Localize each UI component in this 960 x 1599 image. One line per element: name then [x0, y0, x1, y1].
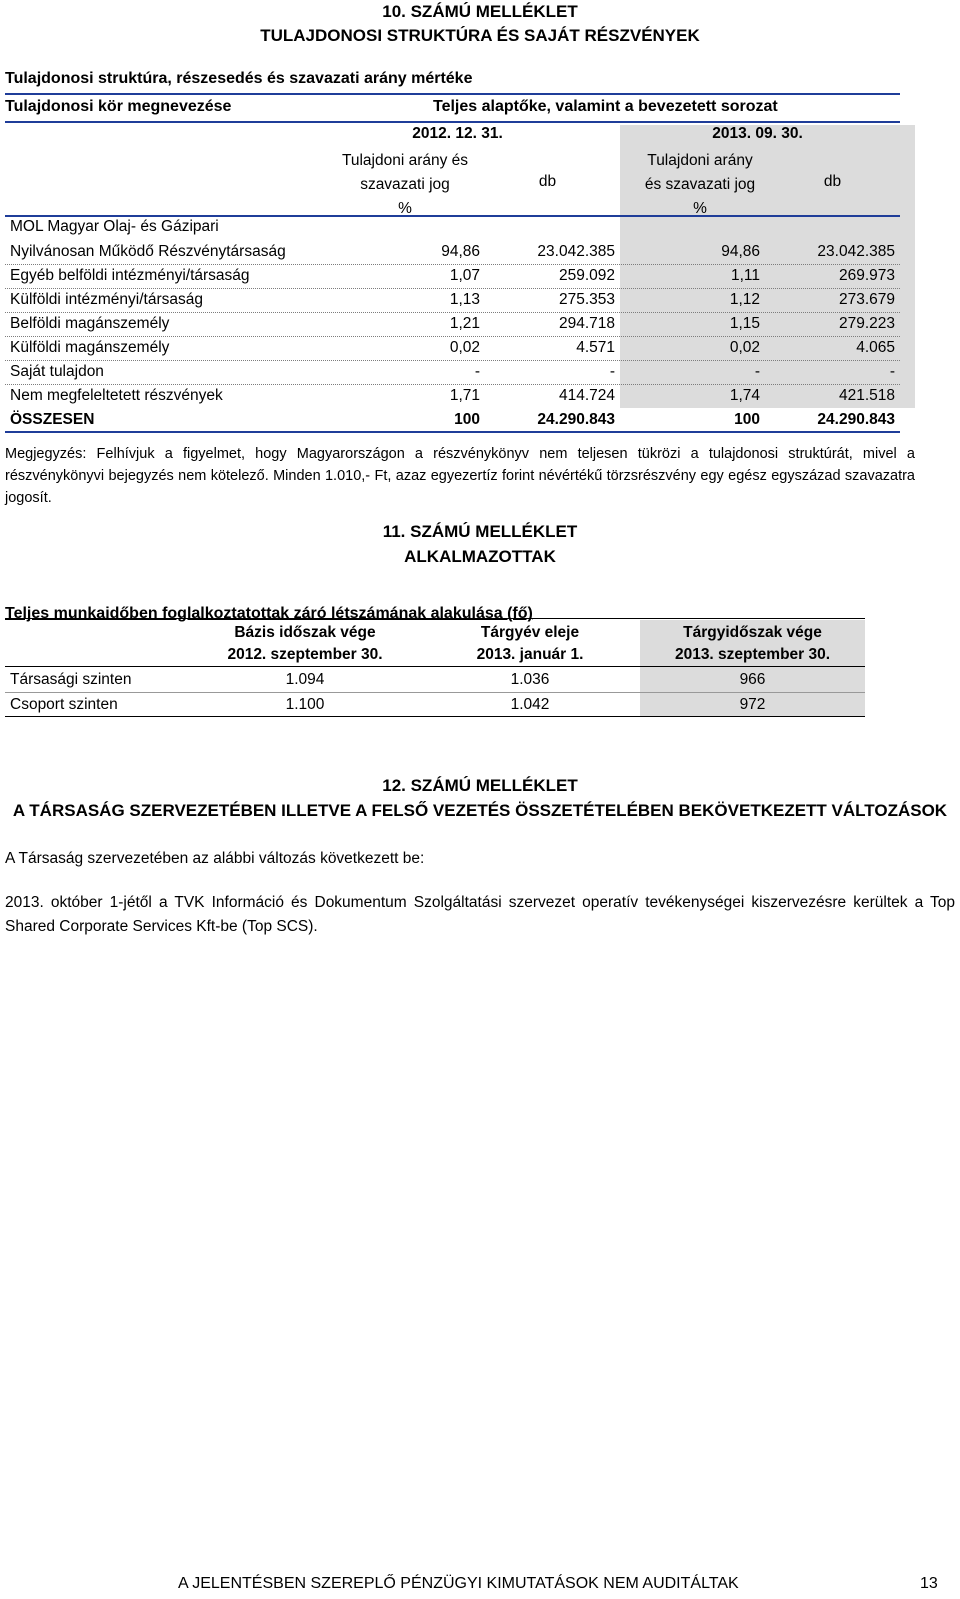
row-divider: [5, 312, 900, 313]
ownership-cell-p1: 1,07: [449, 267, 480, 284]
ownership-table-caption: Tulajdonosi struktúra, részesedés és szavazati arány mértéke: [5, 70, 473, 87]
annex11-title: ALKALMAZOTTAK: [404, 547, 556, 566]
ownership-cell-name: Külföldi magánszemély: [10, 339, 170, 356]
ownership-cell-p2: -: [754, 363, 760, 380]
total-p1: 100: [454, 411, 480, 428]
ownership-cell-d1: 4.571: [576, 339, 615, 356]
emp-col1-l1: Bázis időszak vége: [234, 624, 376, 641]
ownership-total-row: [5, 408, 915, 432]
employee-cell-name: Csoport szinten: [10, 696, 118, 713]
annex12-intro: A Társaság szervezetében az alábbi változás következett be:: [5, 850, 425, 867]
employee-cell-v2: 1.042: [510, 696, 550, 713]
annex12-number: 12. SZÁMÚ MELLÉKLET: [382, 776, 578, 795]
col-db-2012: db: [538, 173, 557, 190]
ownership-row: [5, 264, 915, 288]
ownership-cell-p1: -: [474, 363, 480, 380]
mol-line1: MOL Magyar Olaj- és Gázipari: [10, 218, 219, 235]
col-db-2013: db: [823, 173, 842, 190]
ownership-cell-d2: -: [889, 363, 895, 380]
col-pct-2012-l3: %: [398, 200, 412, 217]
ownership-cell-d2: 23.042.385: [817, 243, 895, 260]
employees-caption: Teljes munkaidőben foglalkoztatottak záró létszámának alakulása (fő): [5, 605, 533, 622]
emp-col2-head: [455, 622, 605, 666]
col-pct-2012: [325, 149, 485, 221]
ownership-cell-name: Belföldi magánszemély: [10, 315, 170, 332]
ownership-cell-d2: 273.679: [838, 291, 895, 308]
row-divider: [5, 264, 900, 265]
ownership-cell-d2: 421.518: [838, 387, 895, 404]
ownership-cell-d1: 23.042.385: [537, 243, 615, 260]
ownership-cell-d2: 279.223: [838, 315, 895, 332]
ownership-cell-d2: 4.065: [856, 339, 895, 356]
ownership-cell-p2: 94,86: [721, 243, 760, 260]
annex10-number: 10. SZÁMÚ MELLÉKLET: [382, 2, 578, 21]
employee-row-divider: [5, 692, 865, 693]
header-capital: Teljes alaptőke, valamint a bevezetett sorozat: [433, 98, 778, 115]
annex12-title: A TÁRSASÁG SZERVEZETÉBEN ILLETVE A FELSŐ VEZETÉS ÖSSZETÉTELÉBEN BEKÖVETKEZETT VÁLTOZÁSOK: [12, 801, 948, 820]
col-pct-2012-l1: Tulajdoni arány és: [341, 152, 469, 169]
total-p2: 100: [734, 411, 760, 428]
annex12-paragraph: 2013. október 1-jétől a TVK Információ és Dokumentum Szolgáltatási szervezet operatív tevékenységei kiszervezésre kerültek a Top Shared Corporate Services Kft-be (Top SCS).: [5, 894, 955, 935]
ownership-cell-p2: 1,15: [729, 315, 760, 332]
ownership-cell-name: Egyéb belföldi intézményi/társaság: [10, 267, 250, 284]
col-pct-2013-l1: Tulajdoni arány: [647, 152, 753, 169]
ownership-row: [5, 240, 915, 264]
ownership-cell-p1: 1,21: [449, 315, 480, 332]
date-2012: 2012. 12. 31.: [412, 125, 503, 142]
date-2013: 2013. 09. 30.: [712, 125, 803, 142]
employee-cell-v1: 1.094: [285, 671, 325, 688]
total-d1: 24.290.843: [537, 411, 615, 428]
emp-rule-bottom: [5, 716, 865, 717]
ownership-cell-d1: 294.718: [558, 315, 615, 332]
ownership-cell-name: Külföldi intézményi/társaság: [10, 291, 203, 308]
ownership-cell-p2: 1,11: [730, 267, 760, 284]
row-divider: [5, 336, 900, 337]
ownership-cell-p1: 0,02: [449, 339, 480, 356]
ownership-cell-d1: 275.353: [558, 291, 615, 308]
ownership-row: [5, 288, 915, 312]
header-owner: Tulajdonosi kör megnevezése: [5, 98, 232, 115]
ownership-cell-name: Saját tulajdon: [10, 363, 104, 380]
employee-cell-v3: 972: [739, 696, 766, 713]
ownership-row: [5, 360, 915, 384]
emp-col1-head: [220, 622, 390, 666]
emp-col1-l2: 2012. szeptember 30.: [227, 646, 383, 663]
header-rule-top: [5, 93, 900, 95]
ownership-cell-d1: 259.092: [558, 267, 615, 284]
row-divider: [5, 360, 900, 361]
col-pct-2013: [620, 149, 780, 221]
ownership-cell-p2: 1,12: [729, 291, 760, 308]
ownership-cell-p1: 1,71: [449, 387, 480, 404]
col-pct-2013-l2: és szavazati jog: [644, 176, 756, 193]
row-divider: [5, 288, 900, 289]
ownership-cell-p1: 1,13: [449, 291, 480, 308]
ownership-row: [5, 384, 915, 408]
emp-rule-top: [5, 618, 865, 619]
ownership-cell-d2: 269.973: [838, 267, 895, 284]
employee-cell-v2: 1.036: [510, 671, 550, 688]
employee-cell-name: Társasági szinten: [10, 671, 132, 688]
employee-cell-v1: 1.100: [285, 696, 325, 713]
col-pct-2013-l3: %: [693, 200, 707, 217]
emp-col3-head: [640, 622, 865, 666]
emp-col2-l2: 2013. január 1.: [476, 646, 584, 663]
col-pct-2012-l2: szavazati jog: [360, 176, 450, 193]
ownership-row: [5, 336, 915, 360]
header-rule-3: [5, 215, 900, 217]
emp-col3-l2: 2013. szeptember 30.: [674, 646, 831, 663]
annex10-title: TULAJDONOSI STRUKTÚRA ÉS SAJÁT RÉSZVÉNYEK: [260, 26, 700, 45]
emp-col3-l1: Tárgyidőszak vége: [683, 624, 822, 641]
ownership-note: Megjegyzés: Felhívjuk a figyelmet, hogy Magyarországon a részvénykönyv nem teljesen tükrözi a tulajdonosi struktúrát, mivel a részvénykönyvi bejegyzés nem kötelező. Minden 1.010,- Ft, azaz egyezertíz forint névértékű törzsrészvény egy egész egyszázad szavazatra jogosít.: [5, 446, 915, 506]
ownership-row: [5, 312, 915, 336]
total-rule: [5, 431, 900, 433]
page-number: 13: [920, 1575, 938, 1592]
ownership-cell-p1: 94,86: [441, 243, 480, 260]
ownership-cell-d1: 414.724: [558, 387, 615, 404]
total-label: ÖSSZESEN: [10, 411, 95, 428]
ownership-cell-d1: -: [609, 363, 615, 380]
header-rule-2: [5, 121, 900, 123]
ownership-cell-name: Nyilvánosan Működő Részvénytársaság: [10, 243, 286, 260]
ownership-cell-p2: 1,74: [729, 387, 760, 404]
footer-text: A JELENTÉSBEN SZEREPLŐ PÉNZÜGYI KIMUTATÁSOK NEM AUDITÁLTAK: [178, 1575, 739, 1592]
emp-col2-l1: Tárgyév eleje: [480, 624, 580, 641]
ownership-cell-p2: 0,02: [729, 339, 760, 356]
total-d2: 24.290.843: [817, 411, 895, 428]
ownership-cell-name: Nem megfeleltetett részvények: [10, 387, 223, 404]
annex11-number: 11. SZÁMÚ MELLÉKLET: [382, 522, 578, 541]
employee-cell-v3: 966: [739, 671, 766, 688]
row-divider: [5, 384, 900, 385]
